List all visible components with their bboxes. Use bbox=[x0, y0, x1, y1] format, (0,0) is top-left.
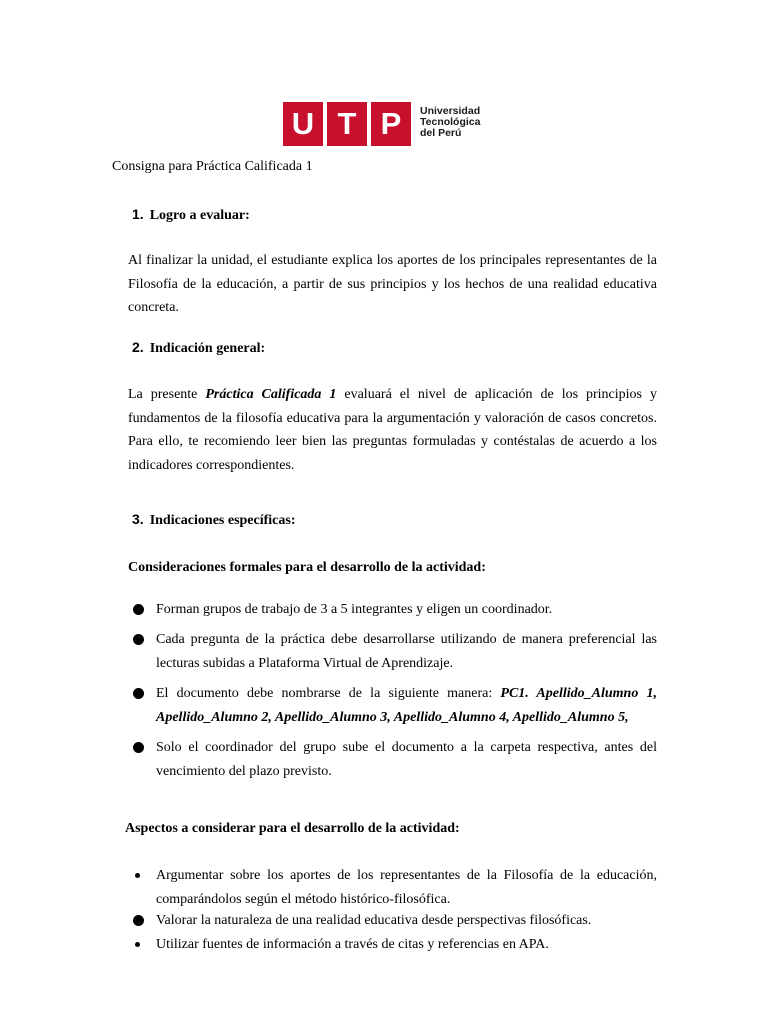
section-2-text bbox=[128, 383, 657, 477]
formal-considerations-subtitle: Consideraciones formales para el desarrollo de la actividad: bbox=[128, 560, 486, 575]
section-number: 1. bbox=[132, 206, 144, 222]
logo-line-2: Tecnológica bbox=[420, 115, 481, 128]
emphasized-text: PC1. Apellido_Alumno 1, Apellido_Alumno 2, Apellido_Alumno 3, Apellido_Alumno 4, Apellido_Alumno 5, bbox=[156, 686, 657, 725]
bullet-icon bbox=[128, 628, 156, 675]
list-item-text: Cada pregunta de la práctica debe desarrollarse utilizando de manera preferencial las lecturas subidas a Plataforma Virtual de Aprendizaje. bbox=[156, 632, 657, 671]
list-item-text bbox=[156, 682, 657, 729]
text-fragment: La presente bbox=[128, 387, 206, 402]
list-item-text: Utilizar fuentes de información a través de citas y referencias en APA. bbox=[156, 937, 549, 952]
section-heading-2 bbox=[132, 339, 265, 357]
utp-logo-mark bbox=[283, 102, 411, 146]
text-fragment: evaluará el nivel de aplicación de los principios y fundamentos de la filosofía educativa para la argumentación y valoración de casos concretos. Para ello, te recomiendo leer bien las preguntas formuladas y contéstalas de acuerdo a los indicadores correspondientes. bbox=[128, 387, 657, 473]
logo-letter-p: P bbox=[371, 102, 411, 146]
section-number: 3. bbox=[132, 511, 144, 527]
bullet-icon bbox=[128, 933, 156, 957]
bullet-icon bbox=[128, 598, 156, 622]
section-heading-1 bbox=[132, 206, 250, 224]
emphasized-text: Práctica Calificada 1 bbox=[205, 387, 337, 402]
bullet-icon bbox=[128, 736, 156, 783]
list-item-text: Forman grupos de trabajo de 3 a 5 integrantes y eligen un coordinador. bbox=[156, 602, 553, 617]
list-item bbox=[128, 909, 657, 933]
list-item-text: Valorar la naturaleza de una realidad educativa desde perspectivas filosóficas. bbox=[156, 913, 592, 928]
logo-wordmark bbox=[420, 106, 480, 139]
list-item bbox=[128, 736, 657, 783]
list-item bbox=[128, 598, 657, 622]
bullet-icon bbox=[128, 682, 156, 729]
list-item bbox=[128, 628, 657, 675]
bullet-icon bbox=[128, 909, 156, 933]
section-title: Indicación general: bbox=[149, 341, 266, 356]
utp-logo bbox=[283, 102, 480, 146]
text-fragment: El documento debe nombrarse de la siguiente manera: bbox=[156, 686, 501, 701]
list-item bbox=[128, 933, 657, 957]
list-item-text: Argumentar sobre los aportes de los representantes de la Filosofía de la educación, comparándolos según el método histórico-filosófica. bbox=[156, 868, 657, 907]
document-title: Consigna para Práctica Calificada 1 bbox=[112, 159, 313, 174]
aspects-subtitle: Aspectos a considerar para el desarrollo de la actividad: bbox=[125, 821, 460, 836]
section-heading-3 bbox=[132, 511, 296, 529]
section-title: Logro a evaluar: bbox=[149, 208, 250, 223]
bullet-icon bbox=[128, 864, 156, 911]
list-item bbox=[128, 864, 657, 911]
section-1-text: Al finalizar la unidad, el estudiante explica los aportes de los principales representantes de la Filosofía de la educación, a partir de sus principios y los hechos de una realidad educativa concreta. bbox=[128, 253, 657, 315]
section-number: 2. bbox=[132, 339, 144, 355]
logo-letter-t: T bbox=[327, 102, 367, 146]
list-item bbox=[128, 682, 657, 729]
logo-line-1: Universidad bbox=[420, 104, 481, 117]
logo-letter-u: U bbox=[283, 102, 323, 146]
section-title: Indicaciones específicas: bbox=[149, 513, 296, 528]
list-item-text: Solo el coordinador del grupo sube el documento a la carpeta respectiva, antes del vencimiento del plazo previsto. bbox=[156, 740, 657, 779]
logo-line-3: del Perú bbox=[420, 126, 462, 139]
